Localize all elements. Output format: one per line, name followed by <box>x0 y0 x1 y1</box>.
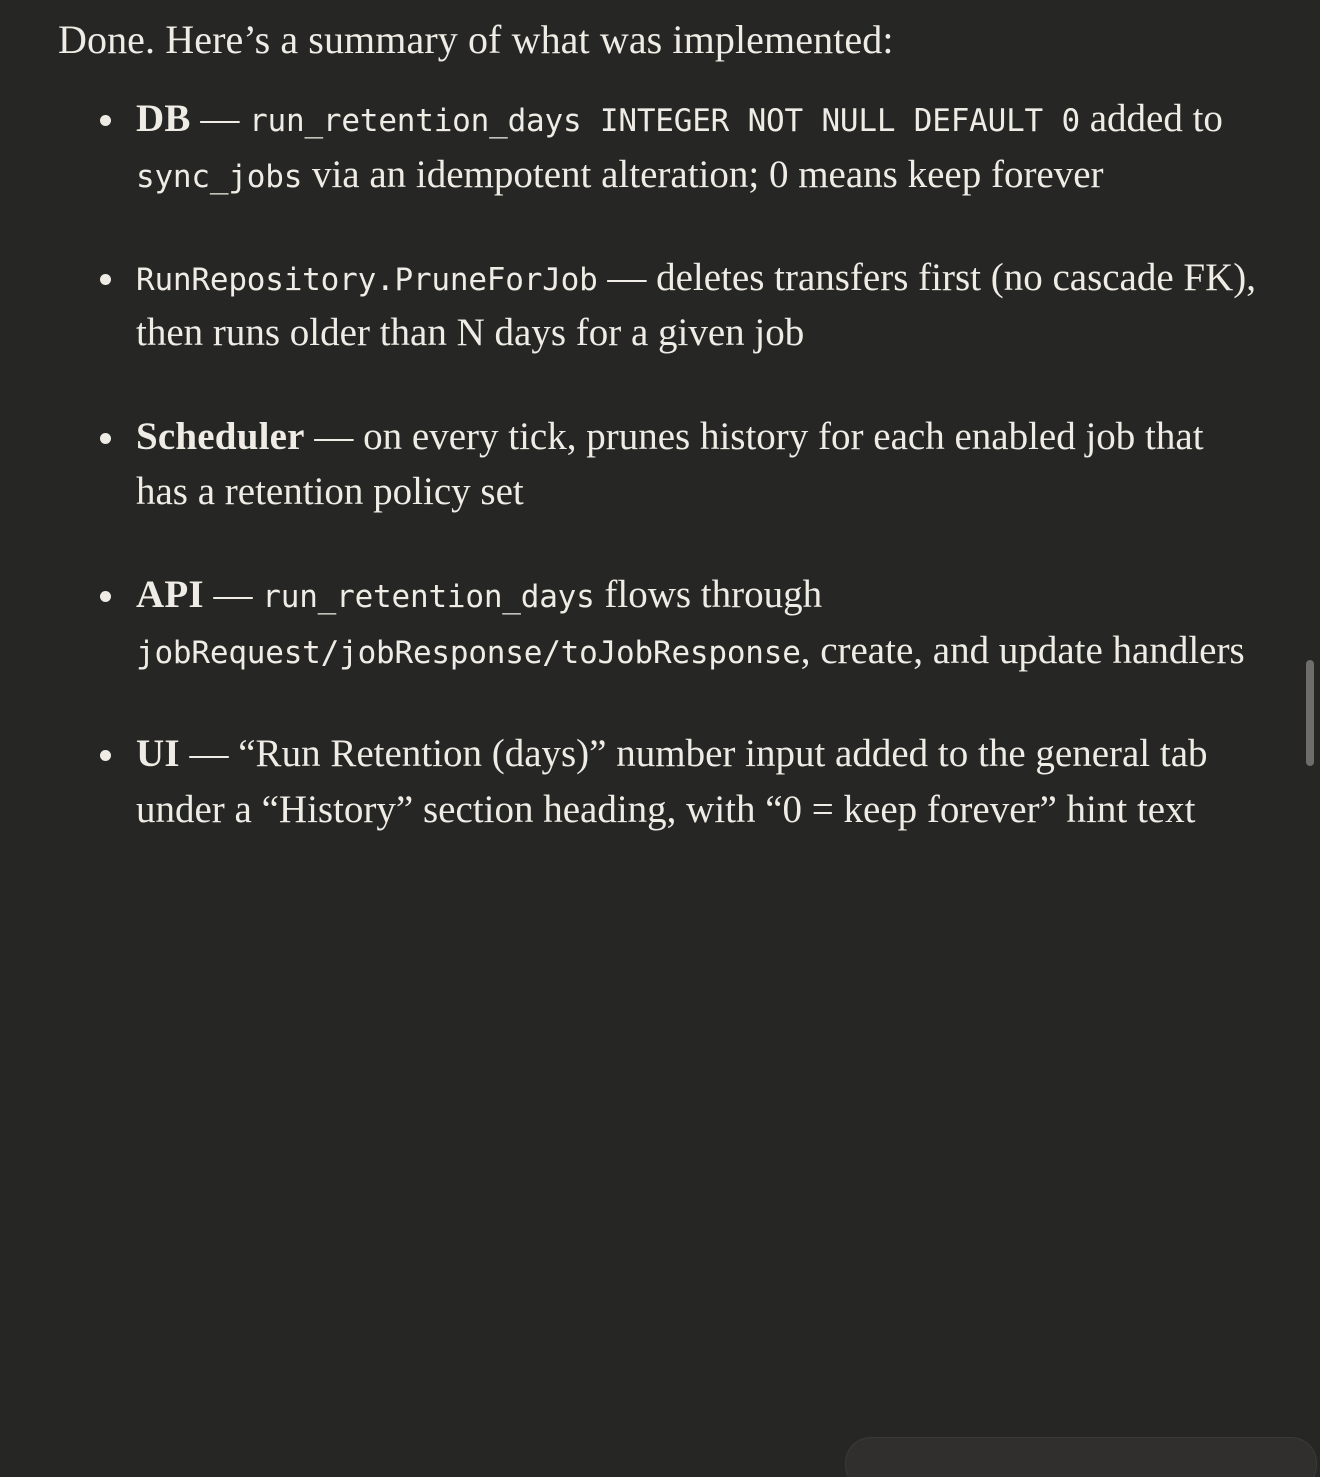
list-item-lead: Scheduler <box>136 414 305 458</box>
list-item-lead: DB <box>136 97 191 141</box>
list-item <box>58 91 1260 202</box>
list-item <box>58 250 1260 361</box>
scrollbar-thumb[interactable] <box>1306 660 1314 766</box>
list-item-content: UI — “Run Retention (days)” number input added to the general tab under a “History” section heading, with “0 = keep forever” hint text <box>136 732 1208 831</box>
list-item <box>58 409 1260 520</box>
inline-code: run_retention_days INTEGER NOT NULL DEFAULT 0 <box>249 103 1080 140</box>
list-item-content: DB — run_retention_days INTEGER NOT NULL DEFAULT 0 added to sync_jobs via an idempotent alteration; 0 means keep forever <box>136 97 1223 196</box>
list-item <box>58 726 1260 837</box>
inline-code: sync_jobs <box>136 158 303 195</box>
list-item-content: RunRepository.PruneForJob — deletes transfers first (no cascade FK), then runs older than N days for a given job <box>136 255 1257 355</box>
composer-pill[interactable] <box>845 1437 1317 1477</box>
list-item-lead: API <box>136 573 204 617</box>
inline-code: jobRequest/jobResponse/toJobResponse <box>136 634 801 671</box>
inline-code: run_retention_days <box>262 579 595 616</box>
list-item-content: API — run_retention_days flows through jobRequest/jobResponse/toJobResponse, create, and update handlers <box>136 573 1245 672</box>
list-item-lead: UI <box>136 732 180 776</box>
list-item-content: Scheduler — on every tick, prunes history for each enabled job that has a retention policy set <box>136 414 1204 514</box>
message-intro: Done. Here’s a summary of what was implemented: <box>58 17 894 62</box>
inline-code: RunRepository.PruneForJob <box>136 261 598 298</box>
list-item <box>58 567 1260 678</box>
summary-list <box>58 91 1260 837</box>
